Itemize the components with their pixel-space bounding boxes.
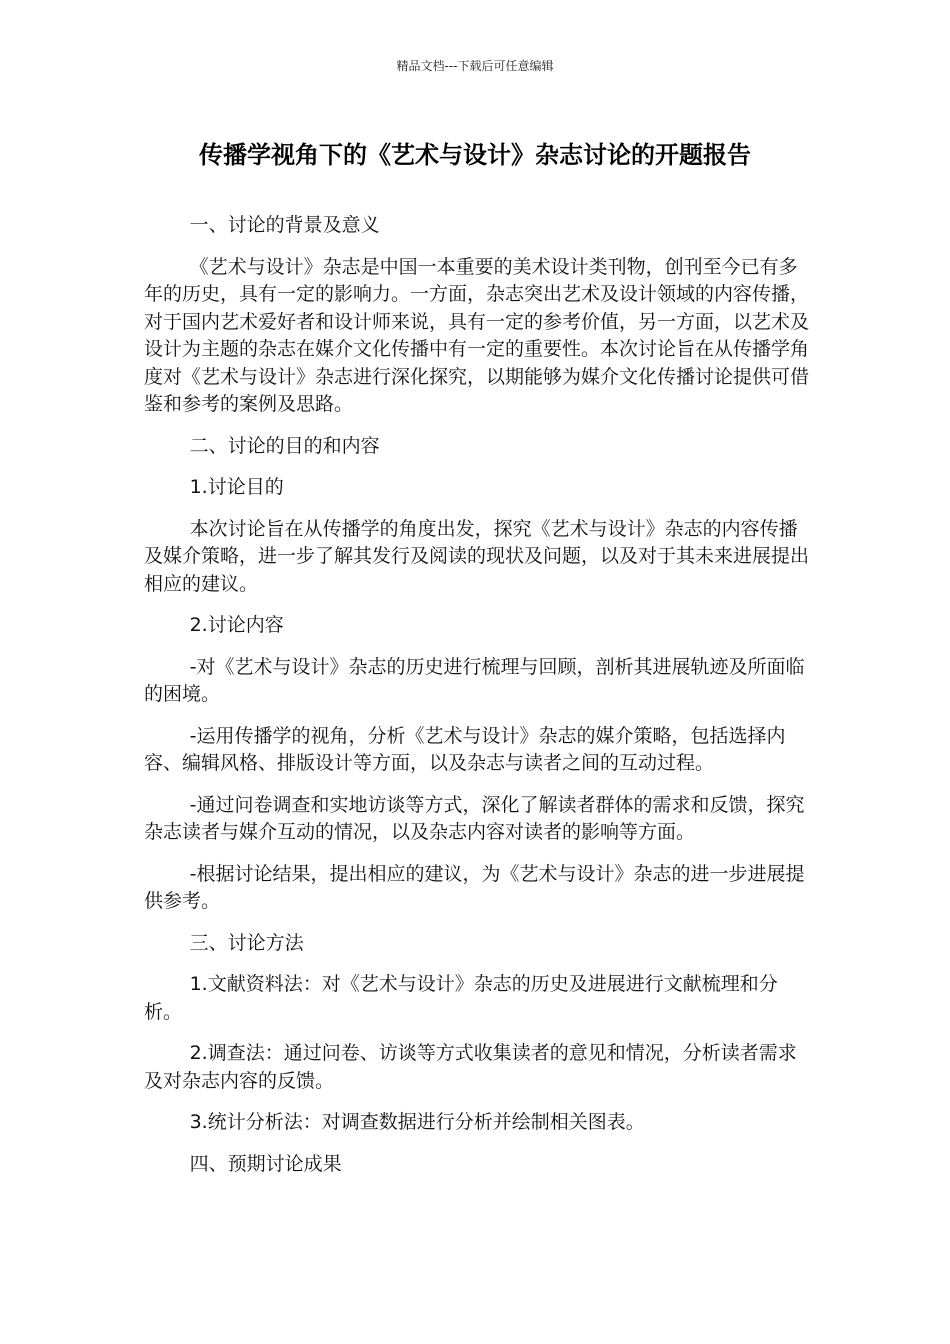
section-heading-purpose: 二、讨论的目的和内容 xyxy=(189,434,380,457)
content-item-media-strategy: -运用传播学的视角，分析《艺术与设计》杂志的媒介策略，包括选择内容、编辑风格、排版设计等方面，以及杂志与读者之间的互动过程。 xyxy=(144,724,786,774)
document-title: 传播学视角下的《艺术与设计》杂志讨论的开题报告 xyxy=(199,141,751,169)
method-literature: 1.文献资料法：对《艺术与设计》杂志的历史及进展进行文献梳理和分析。 xyxy=(144,973,778,1023)
document-body xyxy=(144,212,810,1192)
content-item-suggestions: -根据讨论结果，提出相应的建议，为《艺术与设计》杂志的进一步进展提供参考。 xyxy=(144,862,805,912)
method-statistics: 3.统计分析法：对调查数据进行分析并绘制相关图表。 xyxy=(189,1111,645,1133)
content-item-survey: -通过问卷调查和实地访谈等方式，深化了解读者群体的需求和反馈，探究杂志读者与媒介互动的情况，以及杂志内容对读者的影响等方面。 xyxy=(144,793,805,843)
section-heading-background: 一、讨论的背景及意义 xyxy=(189,214,380,236)
method-survey: 2.调查法：通过问卷、访谈等方式收集读者的意见和情况，分析读者需求及对杂志内容的反馈。 xyxy=(144,1042,797,1092)
header-note: 精品文档---下载后可任意编辑 xyxy=(396,59,554,73)
subheading-purpose: 1.讨论目的 xyxy=(189,476,284,498)
content-item-history: -对《艺术与设计》杂志的历史进行梳理与回顾，剖析其进展轨迹及所面临的困境。 xyxy=(144,655,805,705)
paragraph-background: 《艺术与设计》杂志是中国一本重要的美术设计类刊物，创刊至今已有多年的历史，具有一定的影响力。一方面，杂志突出艺术及设计领域的内容传播，对于国内艺术爱好者和设计师来说，具有一定的参考价值，另一方面，以艺术及设计为主题的杂志在媒介文化传播中有一定的重要性。本次讨论旨在从传播学角度对《艺术与设计》杂志进行深化探究，以期能够为媒介文化传播讨论提供可借鉴和参考的案例及思路。 xyxy=(144,255,810,415)
paragraph-purpose: 本次讨论旨在从传播学的角度出发，探究《艺术与设计》杂志的内容传播及媒介策略，进一步了解其发行及阅读的现状及问题，以及对于其未来进展提出相应的建议。 xyxy=(144,517,810,595)
subheading-content: 2.讨论内容 xyxy=(189,614,284,636)
section-heading-expected-results: 四、预期讨论成果 xyxy=(189,1152,342,1175)
section-heading-methods: 三、讨论方法 xyxy=(189,931,304,954)
